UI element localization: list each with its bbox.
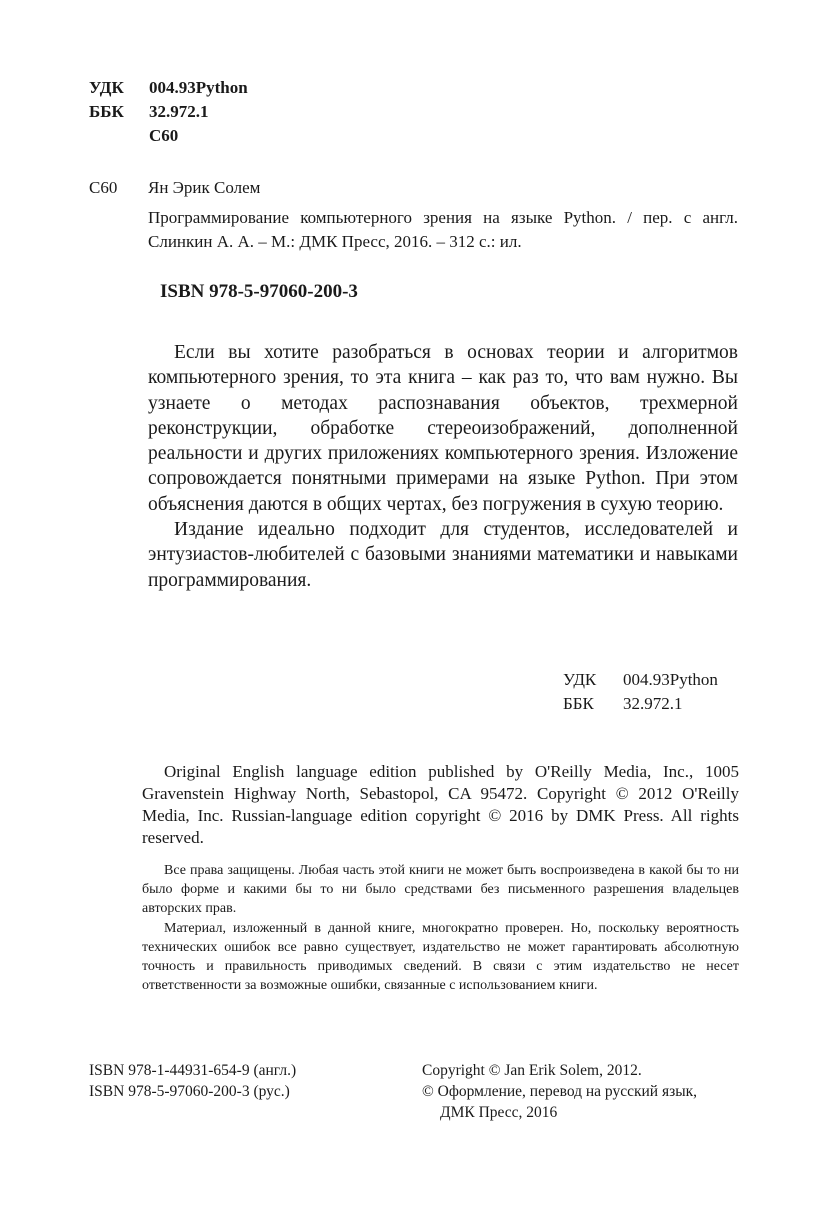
index-bbk-label: ББК (563, 694, 594, 713)
bbk-label: ББК (89, 102, 124, 121)
rights-paragraph: Все права защищены. Любая часть этой книги не может быть воспроизведена в какой бы то ни было форме и какими бы то ни было средствами без письменного разрешения владельцев авторских прав. (142, 863, 739, 916)
index-bbk-row (563, 692, 718, 716)
index-udk-value: 004.93Python (623, 670, 718, 689)
copyright-line: ДМК Пресс, 2016 (440, 1104, 558, 1121)
index-udk-row (563, 668, 718, 692)
annotation (148, 340, 738, 593)
author-sign: С60 (149, 126, 179, 145)
author-name: Ян Эрик Солем (148, 178, 261, 197)
isbn-english: ISBN 978-1-44931-654-9 (англ.) (89, 1062, 297, 1079)
index-bbk-value: 32.972.1 (623, 694, 683, 713)
index-codes (563, 668, 718, 716)
author-sign-row (89, 124, 248, 148)
original-edition-note (142, 761, 739, 849)
catalog-code: С60 (89, 178, 118, 197)
rights-notice (142, 862, 739, 998)
udk-label: УДК (89, 78, 124, 97)
rights-paragraph: Материал, изложенный в данной книге, многократно проверен. Но, поскольку вероятность технических ошибок все равно существует, издательство не может гарантировать абсолютную точность и правильность приводимых сведений. В связи с этим издательство не несет ответственности за возможные ошибки, связанные с использованием книги. (142, 921, 739, 993)
bbk-value: 32.972.1 (149, 102, 209, 121)
copyright-block (422, 1060, 697, 1123)
original-edition-text: Original English language edition published by O'Reilly Media, Inc., 1005 Gravenstein Highway North, Sebastopol, CA 95472. Copyright © 2012 O'Reilly Media, Inc. Russian-language edition copyright © 2016 by DMK Press. All rights reserved. (142, 762, 739, 847)
classification-block (89, 76, 248, 148)
bibliographic-description: Программирование компьютерного зрения на языке Python. / пер. с англ. Слинкин А. А. – М.: ДМК Пресс, 2016. – 312 с.: ил. (148, 208, 738, 251)
isbn-russian: ISBN 978-5-97060-200-3 (рус.) (89, 1083, 290, 1100)
bbk-row (89, 100, 248, 124)
isbn-main: ISBN 978-5-97060-200-3 (160, 281, 358, 302)
copyright-line: © Оформление, перевод на русский язык, (422, 1083, 698, 1100)
isbn-list (89, 1060, 296, 1102)
annotation-paragraph: Если вы хотите разобраться в основах теории и алгоритмов компьютерного зрения, то эта книга – как раз то, что вам нужно. Вы узнаете о методах распознавания объектов, трехмерной реконструкции, обработке стереоизображений, дополненной реальности и других приложениях компьютерного зрения. Изложение сопровождается понятными примерами на языке Python. При этом объяснения даются в общих чертах, без погружения в сухую теорию. (148, 342, 738, 515)
annotation-paragraph: Издание идеально подходит для студентов, исследователей и энтузиастов-любителей с базовыми знаниями математики и навыками программирования. (148, 519, 738, 591)
copyright-line: Copyright © Jan Erik Solem, 2012. (422, 1062, 642, 1079)
index-udk-label: УДК (563, 670, 597, 689)
udk-value: 004.93Python (149, 78, 248, 97)
udk-row (89, 76, 248, 100)
